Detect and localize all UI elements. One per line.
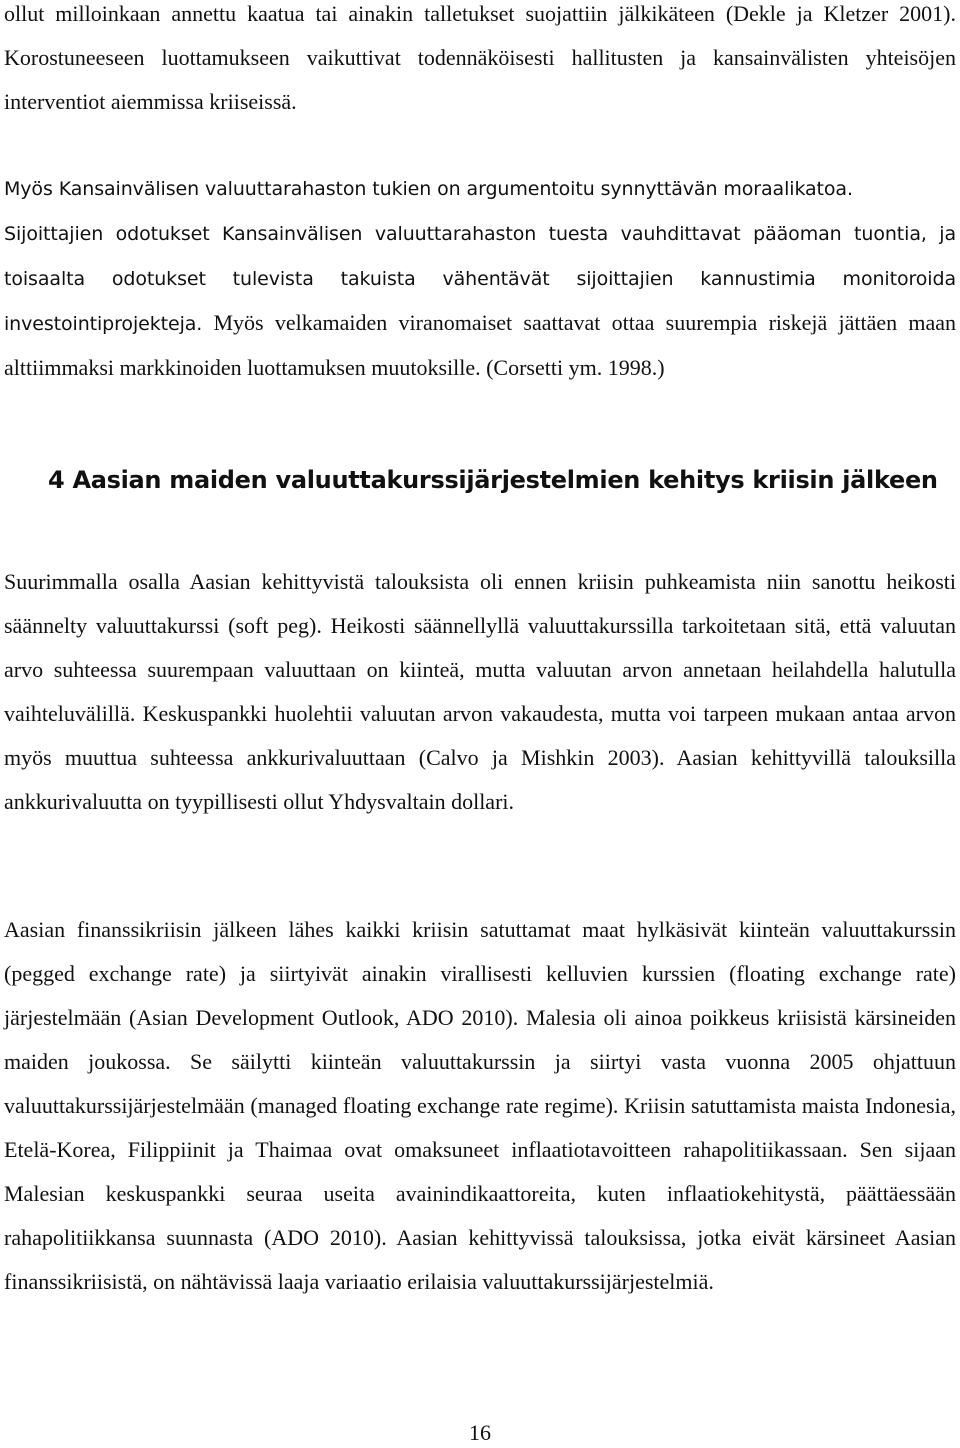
page-number: 16 [469,1420,491,1445]
paragraph-moral-hazard-investors: Sijoittajien odotukset Kansainvälisen valuuttarahaston tuesta vauhdittavat pääoman tuontia, ja toisaalta odotukset tulevista takuista vähentävät sijoittajien kannustimia monitoroida investointiprojekteja. [4,223,956,335]
section-heading: 4 Aasian maiden valuuttakurssijärjestelmien kehitys kriisin jälkeen [48,466,938,494]
paragraph-soft-peg: Suurimmalla osalla Aasian kehittyvistä talouksista oli ennen kriisin puhkeamista niin sanottu heikosti säännelty valuuttakurssi (soft peg). Heikosti säännellyllä valuuttakurssilla tarkoitetaan sitä, että valuutan arvo suhteessa suurempaan valuuttaan on kiinteä, mutta valuutan arvon annetaan heilahdella halutulla vaihteluvälillä. Keskuspankki huolehtii valuutan arvon vakaudesta, mutta voi tarpeen mukaan antaa arvon myös muuttua suhteessa ankkurivaluuttaan (Calvo ja Mishkin 2003). Aasian kehittyvillä talouksilla ankkurivaluutta on tyypillisesti ollut Yhdysvaltain dollari. [4,569,956,814]
paragraph-moral-hazard-debtors: Myös velkamaiden viranomaiset saattavat ottaa suurempia riskejä jättäen maan alttiimmaksi markkinoiden luottamuksen muutoksille. (Corsetti ym. 1998.) [4,310,956,380]
paragraph-continuation: ollut milloinkaan annettu kaatua tai ainakin talletukset suojattiin jälkikäteen (Dekle ja Kletzer 2001). Korostuneeseen luottamukseen vaikuttivat todennäköisesti hallitusten ja kansainvälisten yhteisöjen interventiot aiemmissa kriiseissä. [4,1,956,114]
paragraph-post-crisis: Aasian finanssikriisin jälkeen lähes kaikki kriisin satuttamat maat hylkäsivät kiinteän valuuttakurssin (pegged exchange rate) ja siirtyivät ainakin virallisesti kelluvien kurssien (floating exchange rate) järjestelmään (Asian Development Outlook, ADO 2010). Malesia oli ainoa poikkeus kriisistä kärsineiden maiden joukossa. Se säilytti kiinteän valuuttakurssin ja siirtyi vasta vuonna 2005 ohjattuun valuuttakurssijärjestelmään (managed floating exchange rate regime). Kriisin satuttamista maista Indonesia, Etelä-Korea, Filippiinit ja Thaimaa ovat omaksuneet inflaatiotavoitteen rahapolitiikassaan. Sen sijaan Malesian keskuspankki seuraa useita avainindikaattoreita, kuten inflaatiokehitystä, päättäessään rahapolitiikkansa suunnasta (ADO 2010). Aasian kehittyvissä talouksissa, jotka eivät kärsineet Aasian finanssikriisistä, on nähtävissä laaja variaatio erilaisia valuuttakurssijärjestelmiä. [4,917,956,1294]
paragraph-moral-hazard-lead: Myös Kansainvälisen valuuttarahaston tukien on argumentoitu synnyttävän moraalikatoa. [4,178,853,200]
paragraph-moral-hazard [4,166,956,390]
